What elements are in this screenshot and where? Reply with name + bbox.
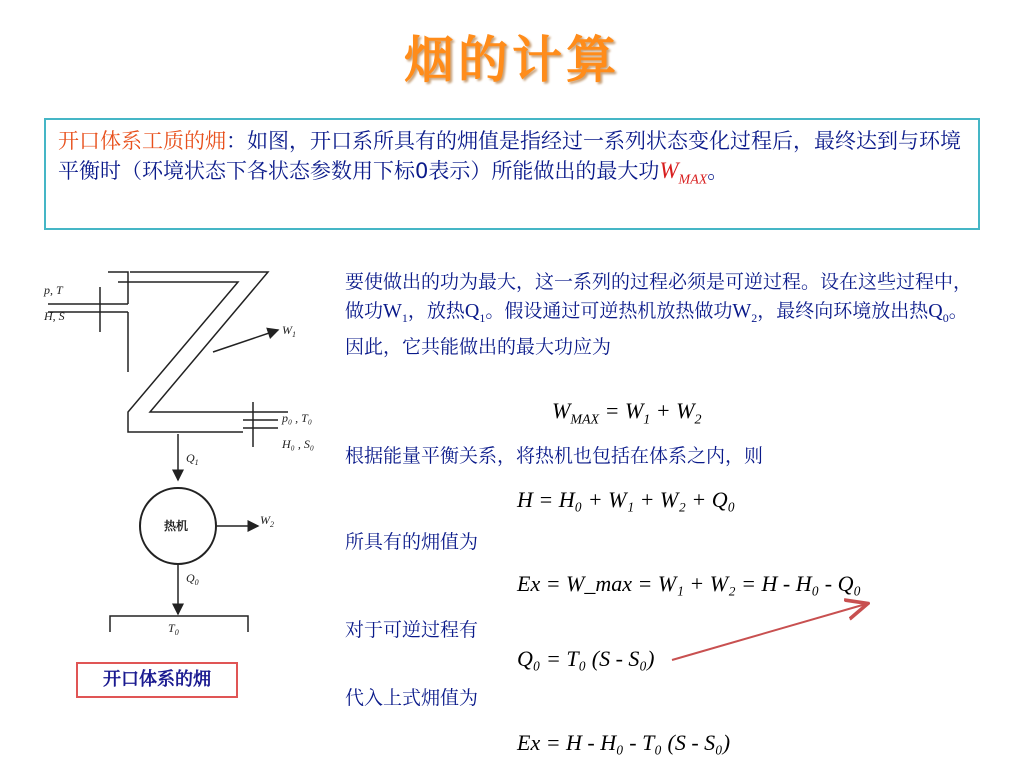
equation-exergy: Ex = W_max = W₁ + W₂ = H - H₀ - Q₀ [517, 571, 862, 596]
label-pT: p, T [44, 283, 63, 297]
exergy-value-text: 所具有的㶲值为 [345, 531, 479, 553]
figure-caption: 开口体系的㶲 [76, 662, 238, 698]
equation-q0: Q₀ = T₀ (S - S₀) [517, 646, 655, 671]
definition-box [44, 118, 980, 230]
label-T0: $T_0$ [168, 621, 179, 637]
equation-wmax: $W_{MAX} = W_1 + W_2$ [552, 398, 702, 428]
open-system-diagram [38, 262, 338, 652]
equation-final: Ex = H - H₀ - T₀ (S - S₀) [517, 730, 731, 755]
label-Q1: $Q_1$ [186, 451, 199, 467]
label-W1: $W_1$ [282, 323, 296, 339]
intro-paragraph: 要使做出的功为最大，这一系列的过程必须是可逆过程。设在这些过程中，做功$W_1$，放热$Q_1$。假设通过可逆热机放热做功$W_2$，最终向环境放出热$Q_0$。因此，它共能做出的最大功应为 [345, 271, 973, 358]
energy-balance-text: 根据能量平衡关系，将热机也包括在体系之内，则 [345, 445, 764, 467]
page-title: 烟的计算 [404, 31, 620, 89]
label-H0S0: H₀ , S₀ [282, 437, 315, 451]
label-p0T0: p₀ , T₀ [282, 411, 313, 425]
definition-end: 。 [707, 159, 729, 183]
wmax-symbol: $W_{MAX}$ [659, 158, 708, 188]
reversible-text: 对于可逆过程有 [345, 619, 479, 641]
label-engine: 热机 [164, 519, 189, 533]
equation-energy-balance: H = H₀ + W₁ + W₂ + Q₀ [517, 487, 736, 512]
label-HS: H, S [44, 309, 65, 323]
label-Q0: $Q_0$ [186, 571, 199, 587]
definition-highlight: 开口体系工质的㶲 [58, 129, 226, 153]
label-W2: $W_2$ [260, 513, 274, 529]
definition-text: ：如图，开口系所具有的㶲值是指经过一系列状态变化过程后，最终达到与环境平衡时（环境状态下各状态参数用下标0表示）所能做出的最大功 [58, 129, 961, 183]
substitute-text: 代入上式㶲值为 [345, 687, 479, 709]
